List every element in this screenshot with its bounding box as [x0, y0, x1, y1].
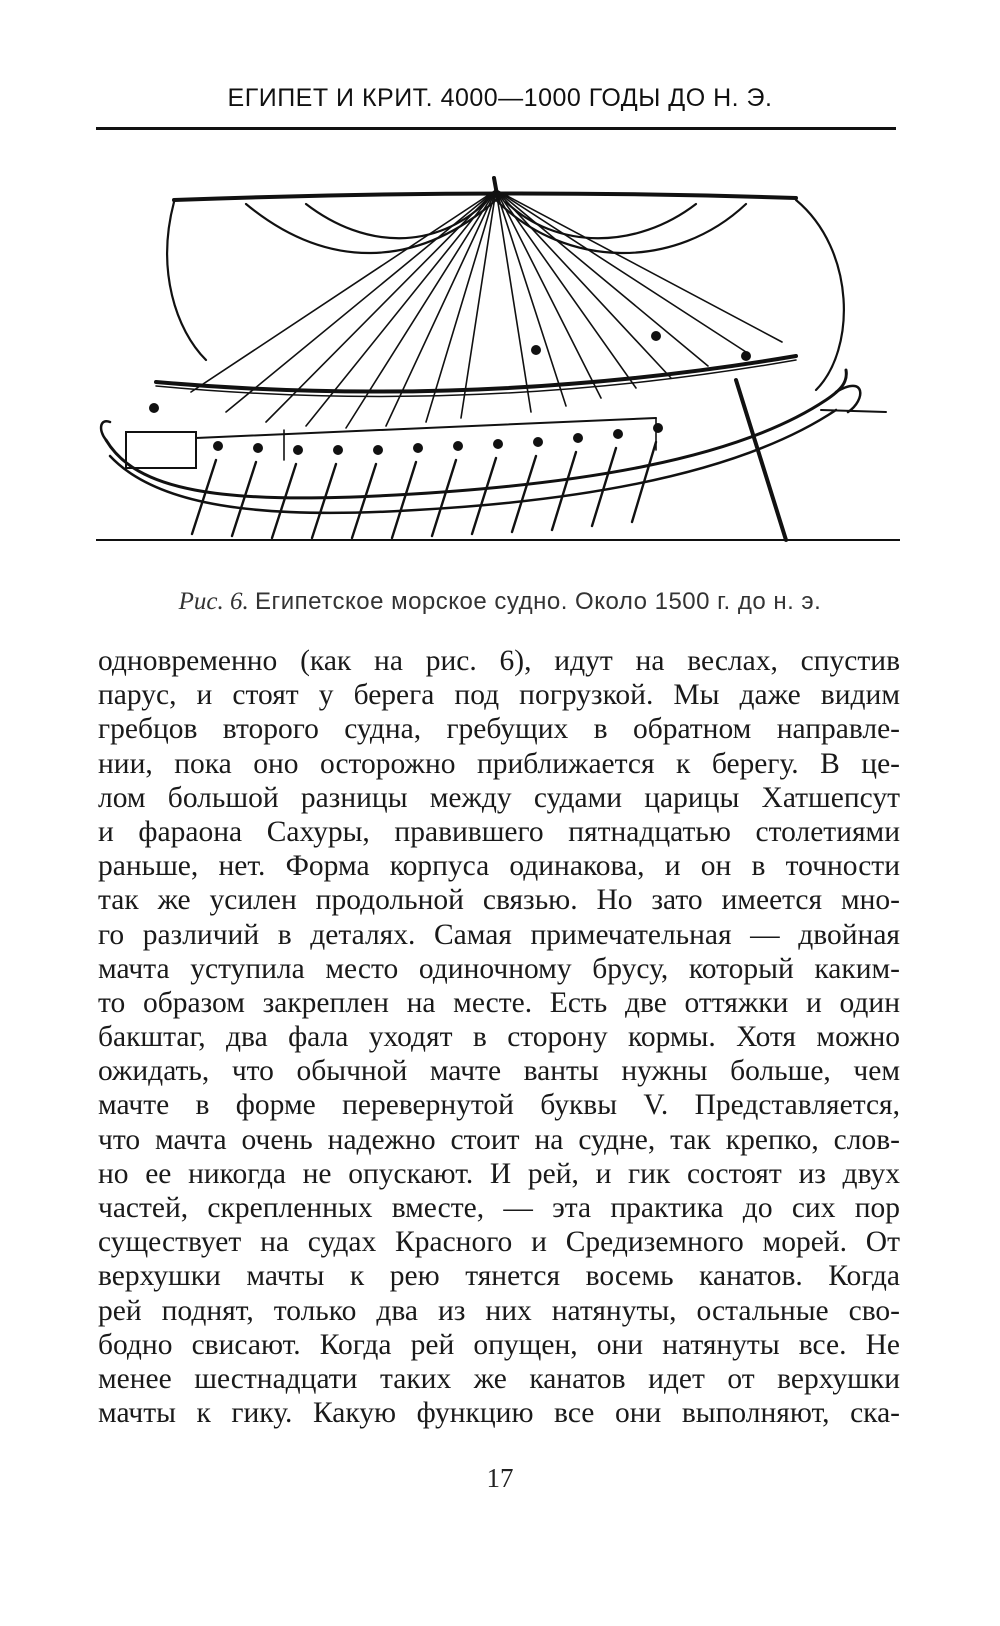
- text-line: одновременно (как на рис. 6), идут на веслах, спустив: [98, 645, 900, 677]
- text-line: бодно свисают. Когда рей опущен, они натянуты все. Не: [98, 1328, 900, 1361]
- running-header: ЕГИПЕТ И КРИТ. 4000—1000 ГОДЫ ДО Н. Э.: [227, 84, 773, 112]
- text-line: парус, и стоят у берега под погрузкой. Мы даже видим: [98, 679, 900, 712]
- text-line: гребцов второго судна, гребущих в обратном направле-: [98, 713, 900, 746]
- caption-text: Египетское морское судно. Около 1500 г. до н. э.: [255, 588, 822, 615]
- text-line: менее шестнадцати таких же канатов идет от верхушки: [98, 1362, 900, 1395]
- text-line: раньше, нет. Форма корпуса одинакова, и он в точности: [98, 850, 900, 883]
- text-line: лом большой разницы между судами царицы Хатшепсут: [98, 781, 900, 814]
- text-line: что мачта очень надежно стоит на судне, так крепко, слов-: [98, 1123, 900, 1156]
- text-line: нии, пока оно осторожно приближается к берегу. В це-: [98, 747, 900, 780]
- header-rule: [96, 127, 896, 130]
- text-line: бакштаг, два фала уходят в сторону кормы. Хотя можно: [98, 1021, 900, 1054]
- text-line: мачта уступила место одиночному брусу, который каким-: [98, 952, 900, 985]
- text-line: но ее никогда не опускают. И рей, и гик состоят из двух: [98, 1157, 900, 1190]
- text-line: верхушки мачты к рею тянется восемь канатов. Когда: [98, 1260, 900, 1293]
- page-number: 17: [486, 1463, 514, 1493]
- ship-illustration: [96, 160, 900, 566]
- caption-prefix: Рис. 6.: [178, 588, 249, 615]
- text-line: мачты к гику. Какую функцию все они выполняют, ска-: [98, 1397, 900, 1430]
- text-line: то образом закреплен на месте. Есть две оттяжки и один: [98, 986, 900, 1019]
- text-line: и фараона Сахуры, правившего пятнадцатью столетиями: [98, 815, 900, 848]
- text-line: существует на судах Красного и Средиземного морей. От: [98, 1226, 900, 1259]
- text-line: го различий в деталях. Самая примечательная — двойная: [98, 918, 900, 951]
- text-line: частей, скрепленных вместе, — эта практика до сих пор: [98, 1192, 900, 1224]
- body-paragraph: [98, 644, 900, 1430]
- text-line: так же усилен продольной связью. Но зато имеется мно-: [98, 884, 900, 917]
- text-line: мачте в форме перевернутой буквы V. Представляется,: [98, 1089, 900, 1122]
- text-line: ожидать, что обычной мачте ванты нужны больше, чем: [98, 1055, 900, 1088]
- figure-caption: [0, 588, 1000, 616]
- text-line: рей поднят, только два из них натянуты, остальные сво-: [98, 1294, 900, 1327]
